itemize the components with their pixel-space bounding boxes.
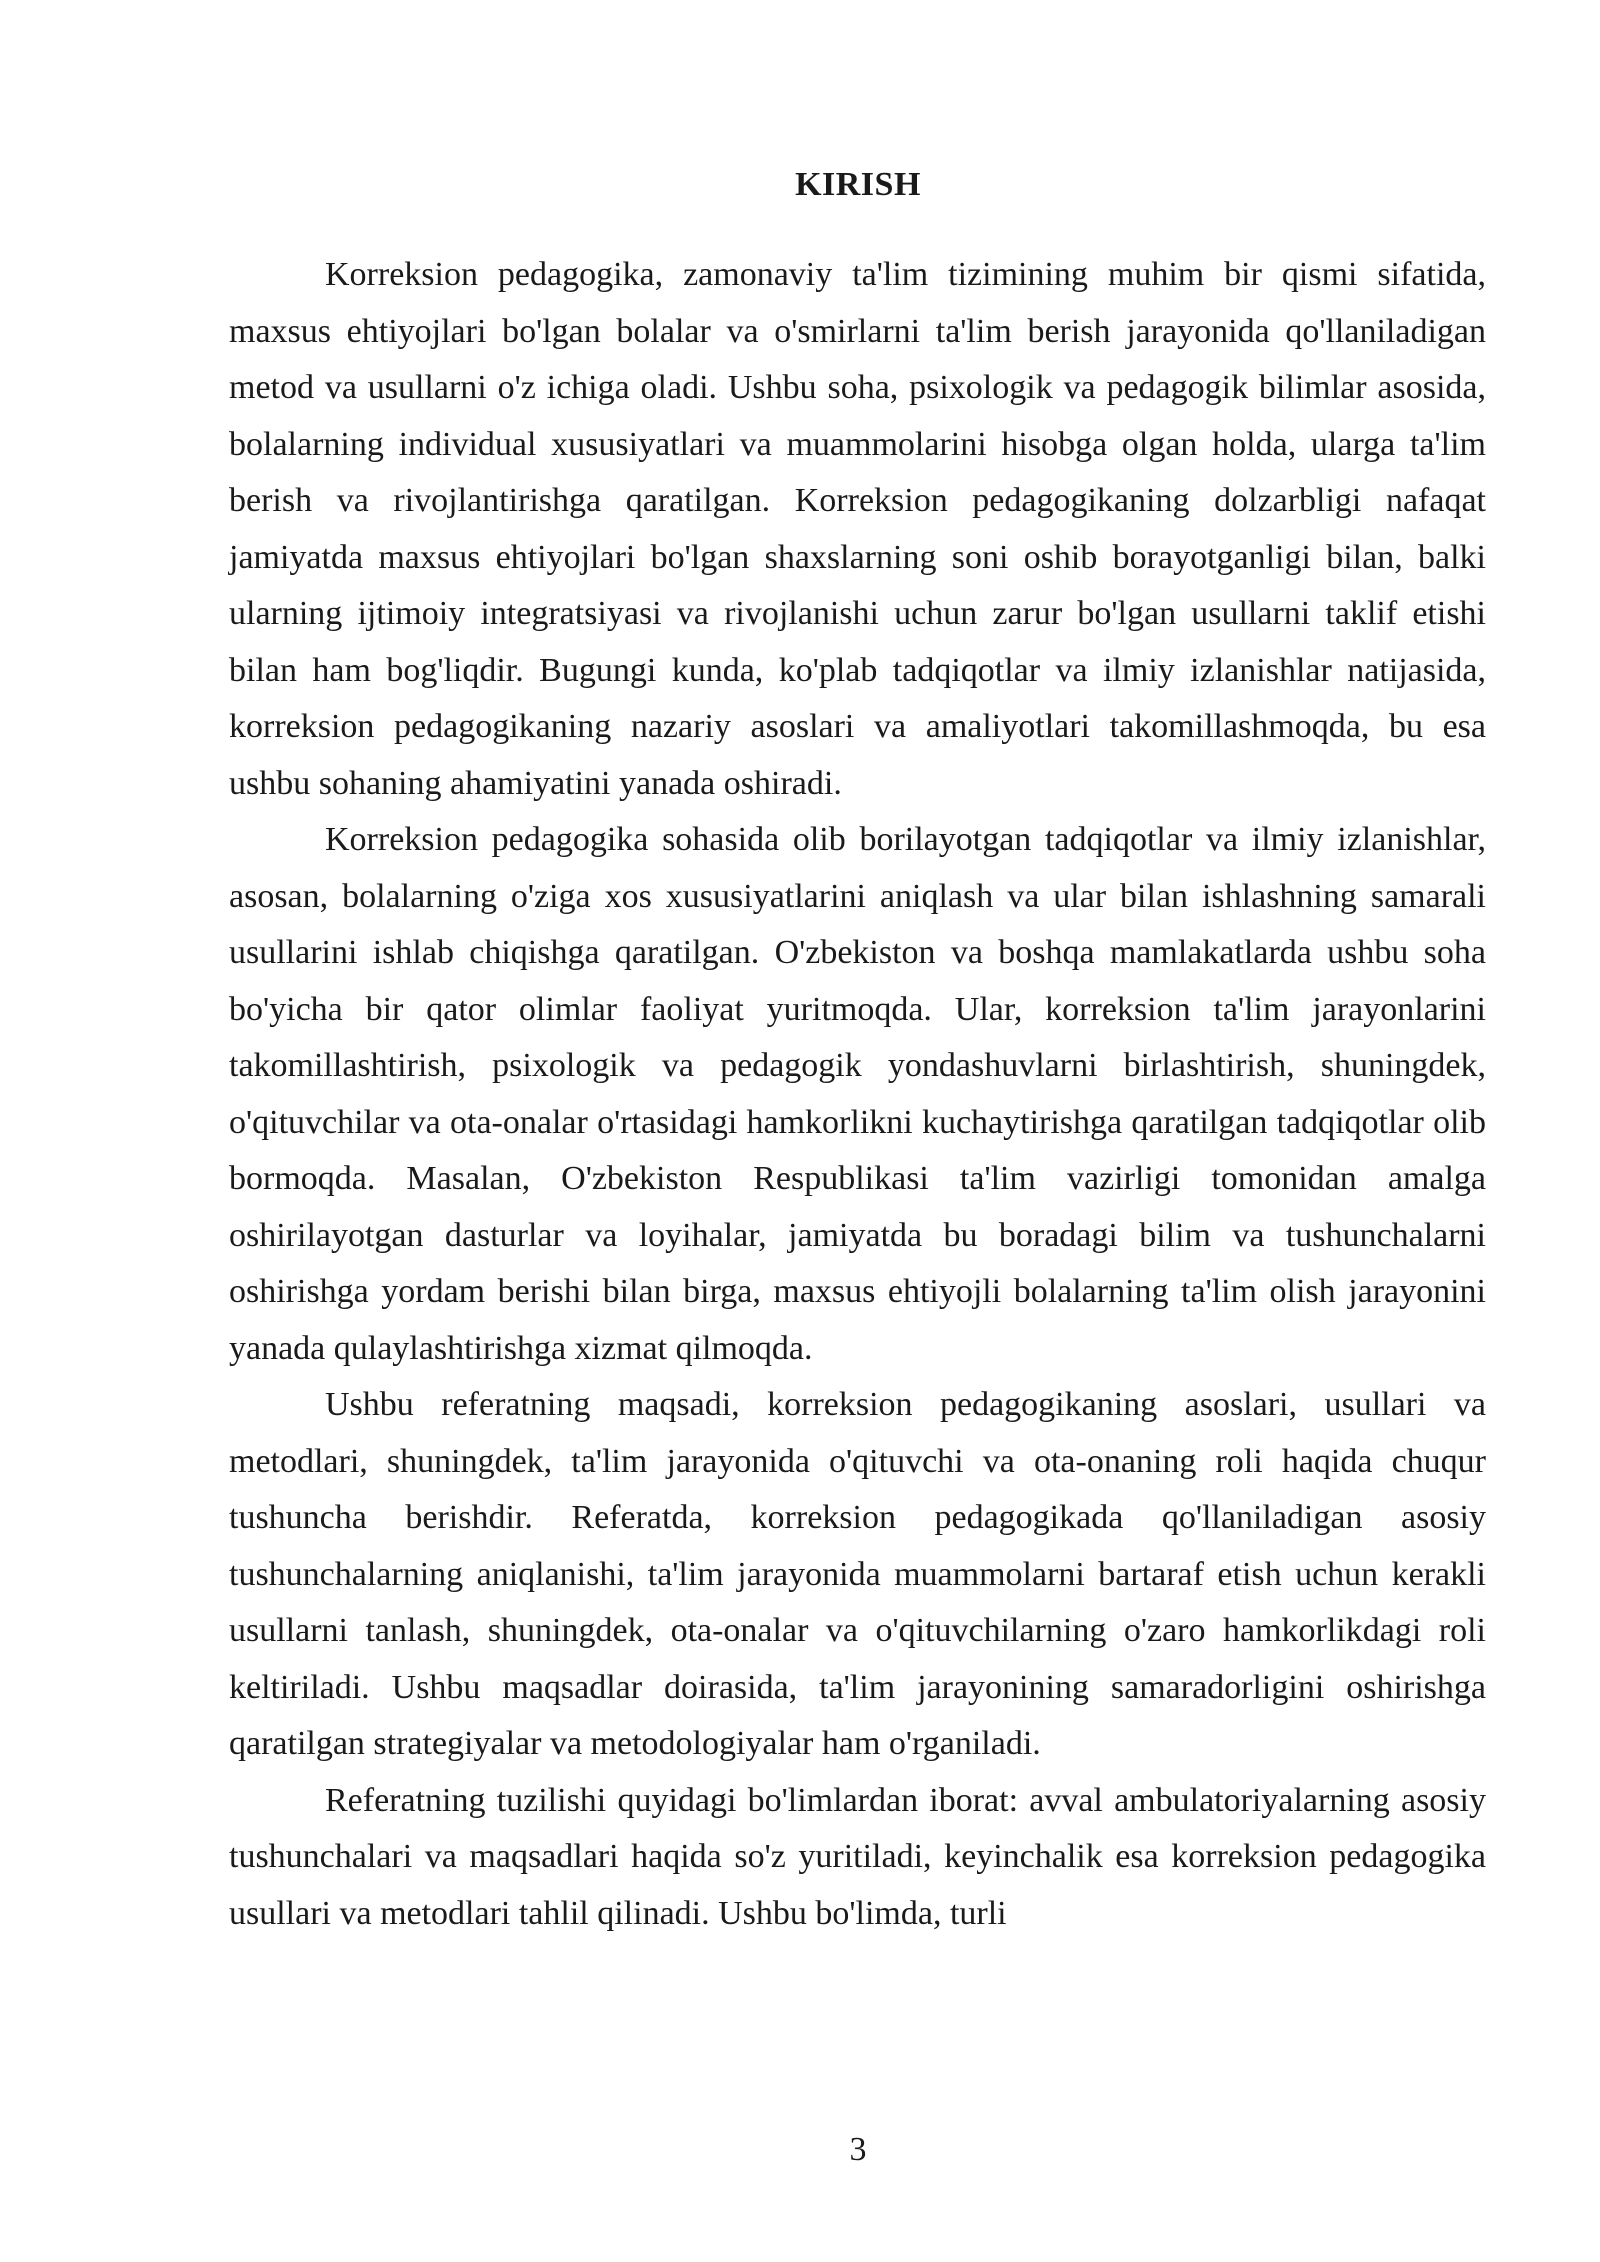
paragraph-3: Ushbu referatning maqsadi, korreksion pedagogikaning asoslari, usullari va metodlari, shuningdek, ta'lim jarayonida o'qituvchi va ota-onaning roli haqida chuqur tushuncha berishdir. Referatda, korreksion pedagogikada qo'llaniladigan asosiy tushunchalarning aniqlanishi, ta'lim jarayonida muammolarni bartaraf etish uchun kerakli usullarni tanlash, shuningdek, ota-onalar va o'qituvchilarning o'zaro hamkorlikdagi roli keltiriladi. Ushbu maqsadlar doirasida, ta'lim jarayonining samaradorligini oshirishga qaratilgan strategiyalar va metodologiyalar ham o'rganiladi. bbox=[229, 1386, 1486, 1762]
page-number: 3 bbox=[849, 2131, 867, 2168]
paragraph-1: Korreksion pedagogika, zamonaviy ta'lim tizimining muhim bir qismi sifatida, maxsus ehtiyojlari bo'lgan bolalar va o'smirlarni ta'lim berish jarayonida qo'llaniladigan metod va usullarni o'z ichiga oladi. Ushbu soha, psixologik va pedagogik bilimlar asosida, bolalarning individual xususiyatlari va muammolarini hisobga olgan holda, ularga ta'lim berish va rivojlantirishga qaratilgan. Korreksion pedagogikaning dolzarbligi nafaqat jamiyatda maxsus ehtiyojlari bo'lgan shaxslarning soni oshib borayotganligi bilan, balki ularning ijtimoiy integratsiyasi va rivojlanishi uchun zarur bo'lgan usullarni taklif etishi bilan ham bog'liqdir. Bugungi kunda, ko'plab tadqiqotlar va ilmiy izlanishlar natijasida, korreksion pedagogikaning nazariy asoslari va amaliyotlari takomillashmoqda, bu esa ushbu sohaning ahamiyatini yanada oshiradi. bbox=[229, 256, 1486, 802]
paragraph-2: Korreksion pedagogika sohasida olib borilayotgan tadqiqotlar va ilmiy izlanishlar, asosan, bolalarning o'ziga xos xususiyatlarini aniqlash va ular bilan ishlashning samarali usullarini ishlab chiqishga qaratilgan. O'zbekiston va boshqa mamlakatlarda ushbu soha bo'yicha bir qator olimlar faoliyat yuritmoqda. Ular, korreksion ta'lim jarayonlarini takomillashtirish, psixologik va pedagogik yondashuvlarni birlashtirish, shuningdek, o'qituvchilar va ota-onalar o'rtasidagi hamkorlikni kuchaytirishga qaratilgan tadqiqotlar olib bormoqda. Masalan, O'zbekiston Respublikasi ta'lim vazirligi tomonidan amalga oshirilayotgan dasturlar va loyihalar, jamiyatda bu boradagi bilim va tushunchalarni oshirishga yordam berishi bilan birga, maxsus ehtiyojli bolalarning ta'lim olish jarayonini yanada qulaylashtirishga xizmat qilmoqda. bbox=[229, 821, 1486, 1367]
paragraph-4: Referatning tuzilishi quyidagi bo'limlardan iborat: avval ambulatoriyalarning asosiy tushunchalari va maqsadlari haqida so'z yuritiladi, keyinchalik esa korreksion pedagogika usullari va metodlari tahlil qilinadi. Ushbu bo'limda, turli bbox=[229, 1781, 1486, 1932]
body-text bbox=[229, 247, 1486, 1942]
section-title: KIRISH bbox=[795, 166, 921, 203]
